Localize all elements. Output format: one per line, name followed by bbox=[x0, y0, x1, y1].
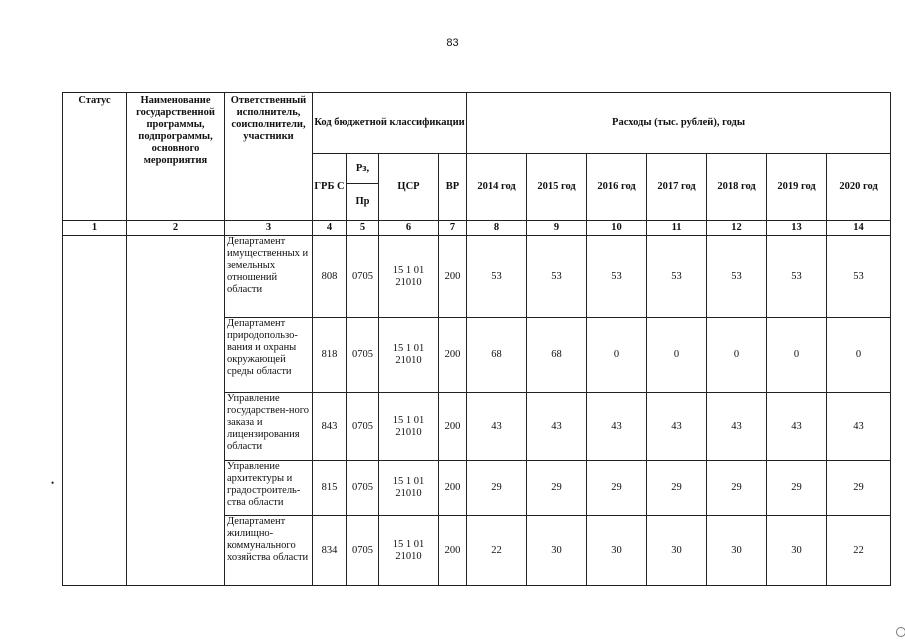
vr-cell: 200 bbox=[439, 393, 467, 461]
header-year-2015: 2015 год bbox=[527, 154, 587, 221]
header-grbs: ГРБ С bbox=[313, 154, 347, 221]
header-year-2018: 2018 год bbox=[707, 154, 767, 221]
header-vr: ВР bbox=[439, 154, 467, 221]
csr-part: 21010 bbox=[395, 276, 422, 288]
column-number: 12 bbox=[707, 221, 767, 236]
vr-cell: 200 bbox=[439, 236, 467, 318]
responsible-cell: Департамент имущественных и земельных отношений области bbox=[225, 236, 313, 318]
header-budget-code: Код бюджетной классификации bbox=[313, 93, 467, 154]
value-cell: 30 bbox=[707, 516, 767, 586]
vr-cell: 200 bbox=[439, 461, 467, 516]
header-rz: Рз, bbox=[347, 154, 379, 184]
header-year-2017: 2017 год bbox=[647, 154, 707, 221]
value-cell: 43 bbox=[647, 393, 707, 461]
value-cell: 0 bbox=[647, 318, 707, 393]
value-cell: 43 bbox=[707, 393, 767, 461]
grbs-cell: 818 bbox=[313, 318, 347, 393]
value-cell: 43 bbox=[587, 393, 647, 461]
header-pr: Пр bbox=[347, 184, 379, 221]
column-number: 6 bbox=[379, 221, 439, 236]
value-cell: 29 bbox=[467, 461, 527, 516]
grbs-cell: 808 bbox=[313, 236, 347, 318]
header-program-name: Наименование государственной программы, подпрограммы, основного мероприятия bbox=[127, 93, 225, 221]
csr-part: 21010 bbox=[395, 355, 422, 366]
value-cell: 29 bbox=[647, 461, 707, 516]
status-cell bbox=[63, 236, 127, 586]
column-number: 11 bbox=[647, 221, 707, 236]
value-cell: 43 bbox=[467, 393, 527, 461]
column-number: 3 bbox=[225, 221, 313, 236]
column-number: 13 bbox=[767, 221, 827, 236]
csr-part: 15 1 01 bbox=[392, 476, 425, 487]
grbs-cell: 834 bbox=[313, 516, 347, 586]
value-cell: 29 bbox=[527, 461, 587, 516]
csr-part: 21010 bbox=[395, 550, 422, 562]
value-cell: 43 bbox=[827, 393, 891, 461]
column-number: 9 bbox=[527, 221, 587, 236]
value-cell: 68 bbox=[527, 318, 587, 393]
rzpr-cell: 0705 bbox=[347, 516, 379, 586]
csr-part: 15 1 01 bbox=[392, 538, 425, 550]
value-cell: 0 bbox=[767, 318, 827, 393]
csr-part: 15 1 01 bbox=[392, 264, 425, 276]
value-cell: 30 bbox=[527, 516, 587, 586]
value-cell: 43 bbox=[527, 393, 587, 461]
csr-cell bbox=[379, 318, 439, 393]
csr-cell bbox=[379, 461, 439, 516]
header-year-2016: 2016 год bbox=[587, 154, 647, 221]
csr-cell bbox=[379, 393, 439, 461]
rzpr-cell: 0705 bbox=[347, 236, 379, 318]
value-cell: 22 bbox=[827, 516, 891, 586]
vr-cell: 200 bbox=[439, 516, 467, 586]
table-row bbox=[63, 236, 891, 318]
value-cell: 29 bbox=[767, 461, 827, 516]
csr-cell bbox=[379, 516, 439, 586]
responsible-cell: Департамент жилищно-коммунального хозяйства области bbox=[225, 516, 313, 586]
value-cell: 53 bbox=[707, 236, 767, 318]
rzpr-cell: 0705 bbox=[347, 318, 379, 393]
value-cell: 30 bbox=[647, 516, 707, 586]
column-number: 4 bbox=[313, 221, 347, 236]
column-number: 8 bbox=[467, 221, 527, 236]
rzpr-cell: 0705 bbox=[347, 393, 379, 461]
header-status: Статус bbox=[63, 93, 127, 221]
responsible-cell: Управление архитектуры и градостроитель-ства области bbox=[225, 461, 313, 516]
value-cell: 0 bbox=[707, 318, 767, 393]
grbs-cell: 843 bbox=[313, 393, 347, 461]
value-cell: 53 bbox=[467, 236, 527, 318]
header-responsible: Ответственный исполнитель, соисполнители, участники bbox=[225, 93, 313, 221]
header-year-2014: 2014 год bbox=[467, 154, 527, 221]
column-number: 14 bbox=[827, 221, 891, 236]
value-cell: 53 bbox=[647, 236, 707, 318]
value-cell: 30 bbox=[767, 516, 827, 586]
value-cell: 29 bbox=[587, 461, 647, 516]
grbs-cell: 815 bbox=[313, 461, 347, 516]
column-number: 5 bbox=[347, 221, 379, 236]
csr-cell bbox=[379, 236, 439, 318]
value-cell: 30 bbox=[587, 516, 647, 586]
header-expenses: Расходы (тыс. рублей), годы bbox=[467, 93, 891, 154]
value-cell: 53 bbox=[767, 236, 827, 318]
column-number: 10 bbox=[587, 221, 647, 236]
csr-part: 15 1 01 bbox=[392, 343, 425, 354]
value-cell: 29 bbox=[707, 461, 767, 516]
header-csr: ЦСР bbox=[379, 154, 439, 221]
value-cell: 53 bbox=[827, 236, 891, 318]
csr-part: 21010 bbox=[395, 488, 422, 499]
header-year-2020: 2020 год bbox=[827, 154, 891, 221]
value-cell: 0 bbox=[827, 318, 891, 393]
value-cell: 53 bbox=[527, 236, 587, 318]
column-number: 7 bbox=[439, 221, 467, 236]
header-year-2019: 2019 год bbox=[767, 154, 827, 221]
column-number: 2 bbox=[127, 221, 225, 236]
responsible-cell: Департамент природопользо-вания и охраны окружающей среды области bbox=[225, 318, 313, 393]
value-cell: 22 bbox=[467, 516, 527, 586]
csr-part: 21010 bbox=[395, 426, 422, 438]
responsible-cell: Управление государствен-ного заказа и лицензирования области bbox=[225, 393, 313, 461]
value-cell: 53 bbox=[587, 236, 647, 318]
program-name-cell bbox=[127, 236, 225, 586]
csr-part: 15 1 01 bbox=[392, 414, 425, 426]
rzpr-cell: 0705 bbox=[347, 461, 379, 516]
column-numbers-row bbox=[63, 221, 891, 236]
column-number: 1 bbox=[63, 221, 127, 236]
page-number: 83 bbox=[446, 37, 459, 49]
scan-speck bbox=[896, 627, 905, 637]
value-cell: 29 bbox=[827, 461, 891, 516]
value-cell: 43 bbox=[767, 393, 827, 461]
value-cell: 0 bbox=[587, 318, 647, 393]
scan-speck: • bbox=[51, 478, 55, 488]
vr-cell: 200 bbox=[439, 318, 467, 393]
budget-table bbox=[62, 92, 891, 586]
value-cell: 68 bbox=[467, 318, 527, 393]
